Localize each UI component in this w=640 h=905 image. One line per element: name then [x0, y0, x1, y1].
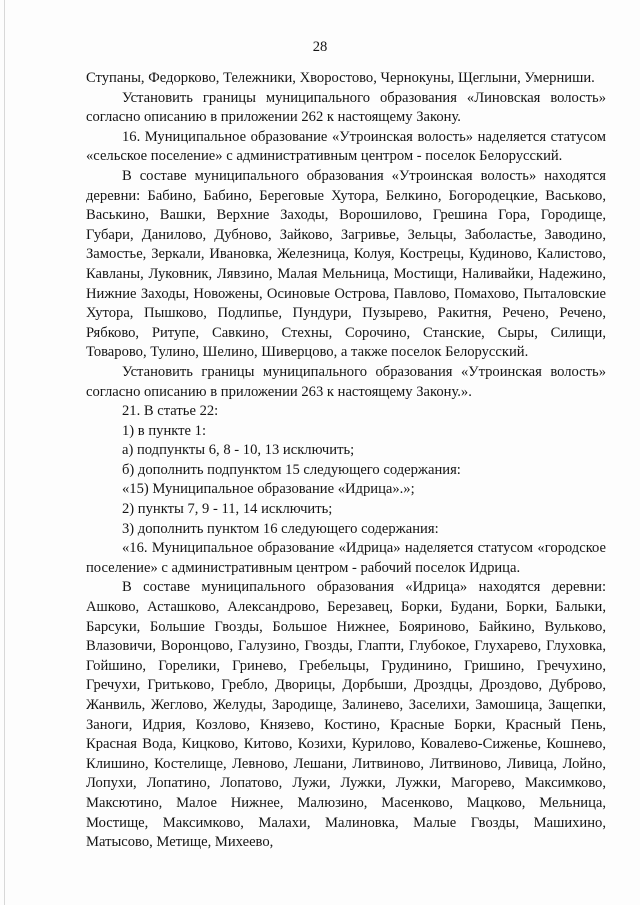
paragraph: Установить границы муниципального образования «Линовская волость» согласно описанию в приложении 262 к настоящему Закону.: [86, 89, 606, 126]
paragraph: «15) Муниципальное образование «Идрица».»;: [122, 481, 415, 498]
paragraph: «16. Муниципальное образование «Идрица» наделяется статусом «городское поселение» с административным центром - рабочий поселок Идрица.: [86, 540, 606, 576]
paragraph: В составе муниципального образования «Утроинская волость» находятся деревни: Бабино, Бабино, Береговые Хутора, Белкино, Богородецкие, Васьково, Васькино, Вашки, Верхние Заходы, Ворошилово, Грешина Гора, Городище, Губари, Данилово, Дубново, Зайково, Загривье, Зельцы, Заболастье, Заводино, Замостье, Зеркали, Ивановка, Железница, Колуя, Кострецы, Кудиново, Калистово, Кавланы, Луковник, Лявзино, Малая Мельница, Мостищи, Наливайки, Надежино, Нижние Заходы, Новожены, Осиновые Острова, Павлово, Помахово, Пыталовские Хутора, Пышково, Подлипье, Пундури, Пузырево, Ракитня, Речено, Речено, Рябково, Ритупе, Савкино, Стехны, Сорочино, Станские, Сыры, Силищи, Товарово, Тулино, Шелино, Шиверцово, а также поселок Белорусский.: [86, 167, 606, 361]
page-number: 28: [312, 39, 328, 55]
paragraph: Установить границы муниципального образования «Утроинская волость» согласно описанию в приложении 263 к настоящему Закону.».: [86, 363, 606, 400]
paragraph: 16. Муниципальное образование «Утроинская волость» наделяется статусом «сельское поселение» с административным центром - поселок Белорусский.: [86, 128, 606, 165]
paragraph: а) подпункты 6, 8 - 10, 13 исключить;: [122, 442, 355, 459]
paragraph: 21. В статье 22:: [122, 403, 219, 420]
paragraph: б) дополнить подпунктом 15 следующего содержания:: [122, 461, 461, 478]
paragraph: 1) в пункте 1:: [122, 422, 207, 439]
document-body: [86, 69, 606, 853]
paragraph: 2) пункты 7, 9 - 11, 14 исключить;: [122, 501, 333, 518]
paragraph: 3) дополнить пунктом 16 следующего содержания:: [122, 520, 439, 537]
paragraph: В составе муниципального образования «Идрица» находятся деревни: Ашково, Асташково, Александрово, Березавец, Борки, Будани, Борки, Балыки, Барсуки, Большие Гвозды, Большое Нижнее, Бояриново, Байкино, Вульково, Влазовичи, Воронцово, Галузино, Гвозды, Глапти, Глубокое, Глухарево, Глуховка, Гойшино, Горелики, Гринево, Гребельцы, Грудинино, Гришино, Гречухино, Гречухи, Гритьково, Гребло, Дворицы, Дорбыши, Дроздцы, Дроздово, Дуброво, Жанвиль, Жеглово, Желуды, Зародище, Залинево, Заселихи, Замошица, Защепки, Заноги, Идрия, Козлово, Князево, Костино, Красные Борки, Красный Пень, Красная Вода, Кицково, Китово, Козихи, Курилово, Ковалево-Сиженье, Кошнево, Клишино, Костелище, Левново, Лешани, Литвиново, Литвиново, Ливица, Лойно, Лопухи, Лопатино, Лопатово, Лужи, Лужки, Лужки, Магорево, Максимково, Максютино, Малое Нижнее, Малюзино, Масенково, Мацково, Мельница, Мостище, Максимково, Малахи, Малиновка, Малые Гвозды, Машихино, Матысово, Метище, Михеево,: [86, 579, 606, 851]
page-edge-line: [4, 0, 5, 905]
paragraph: Ступаны, Федорково, Тележники, Хворостово, Чернокуны, Щеглыни, Умерниши.: [86, 70, 595, 86]
